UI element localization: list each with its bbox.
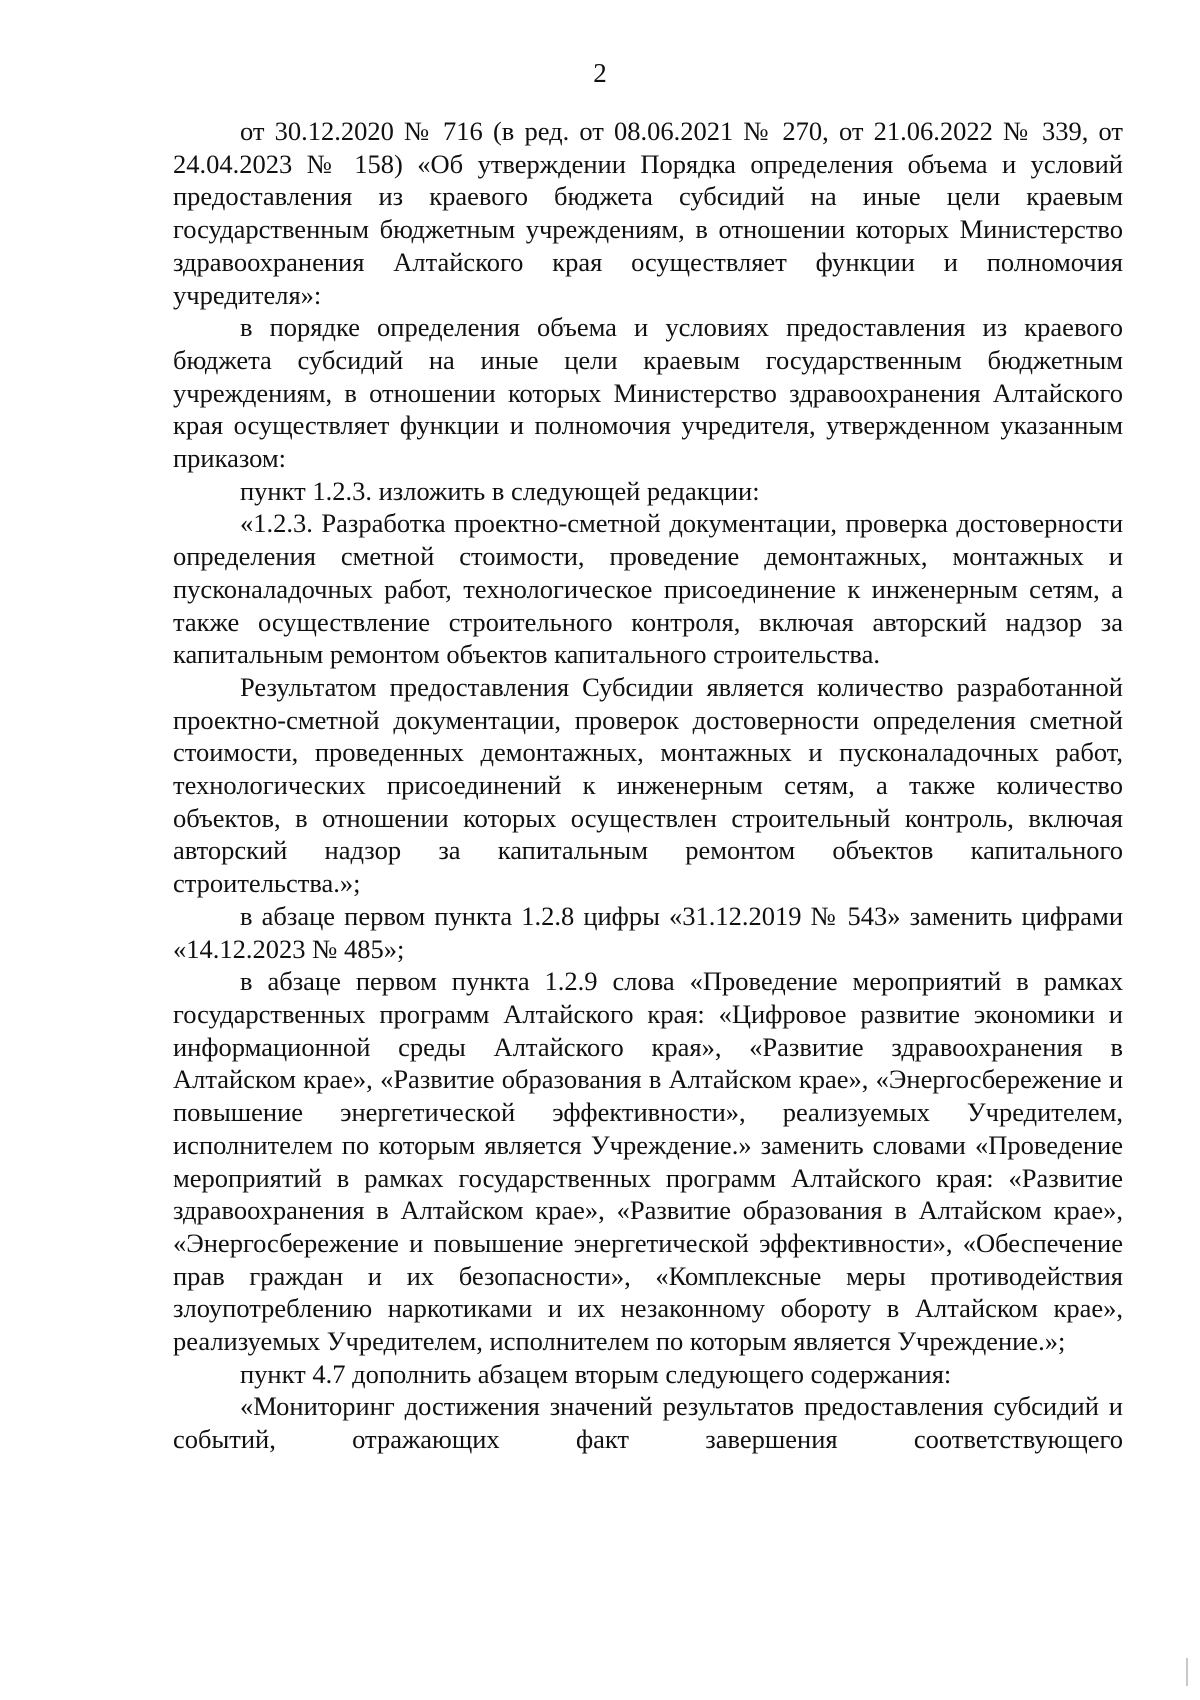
page-number: 2 (593, 58, 607, 88)
document-body (173, 115, 1123, 1456)
scan-edge-mark (1186, 1658, 1188, 1686)
paragraph-clause-1-2-3-instruction: пункт 1.2.3. изложить в следующей редакции: (240, 475, 760, 506)
paragraph-order-reference: от 30.12.2020 № 716 (в ред. от 08.06.2021 № 270, от 21.06.2022 № 339, от 24.04.2023 № 158) «Об утверждении Порядка определения объема и условий предоставления из краевого бюджета субсидий на иные цели краевым государственным бюджетным учреждениям, в отношении которых Министерство здравоохранения Алтайского края осуществляет функции и полномочия учредителя»: (173, 116, 1123, 310)
paragraph-clause-1-2-8: в абзаце первом пункта 1.2.8 цифры «31.12.2019 № 543» заменить цифрами «14.12.2023 № 485»; (173, 900, 1123, 964)
paragraph-clause-1-2-3-text: «1.2.3. Разработка проектно-сметной документации, проверка достоверности определения сметной стоимости, проведение демонтажных, монтажных и пусконаладочных работ, технологическое присоединение к инженерным сетям, а также осуществление строительного контроля, включая авторский надзор за капитальным ремонтом объектов капитального строительства. (173, 508, 1123, 670)
paragraph-amendment-intro: в порядке определения объема и условиях предоставления из краевого бюджета субсидий на иные цели краевым государственным бюджетным учреждениям, в отношении которых Министерство здравоохранения Алтайского края осуществляет функции и полномочия учредителя, утвержденном указанным приказом: (173, 312, 1123, 474)
paragraph-subsidy-result: Результатом предоставления Субсидии является количество разработанной проектно-сметной документации, проверок достоверности определения сметной стоимости, проведенных демонтажных, монтажных и пусконаладочных работ, технологических присоединений к инженерным сетям, а также количество объектов, в отношении которых осуществлен строительный контроль, включая авторский надзор за капитальным ремонтом объектов капитального строительства.»; (173, 671, 1123, 899)
paragraph-clause-4-7-instruction: пункт 4.7 дополнить абзацем вторым следующего содержания: (240, 1358, 952, 1389)
paragraph-monitoring-text: «Мониторинг достижения значений результатов предоставления субсидий и событий, отражающих факт завершения соответствующего (173, 1391, 1123, 1455)
paragraph-clause-1-2-9: в абзаце первом пункта 1.2.9 слова «Проведение мероприятий в рамках государственных программ Алтайского края: «Цифровое развитие экономики и информационной среды Алтайского края», «Развитие здравоохранения в Алтайском крае», «Развитие образования в Алтайском крае», «Энергосбережение и повышение энергетической эффективности», реализуемых Учредителем, исполнителем по которым является Учреждение.» заменить словами «Проведение мероприятий в рамках государственных программ Алтайского края: «Развитие здравоохранения в Алтайском крае», «Развитие образования в Алтайском крае», «Энергосбережение и повышение энергетической эффективности», «Обеспечение прав граждан и их безопасности», «Комплексные меры противодействия злоупотреблению наркотиками и их незаконному обороту в Алтайском крае», реализуемых Учредителем, исполнителем по которым является Учреждение.»; (173, 966, 1123, 1357)
